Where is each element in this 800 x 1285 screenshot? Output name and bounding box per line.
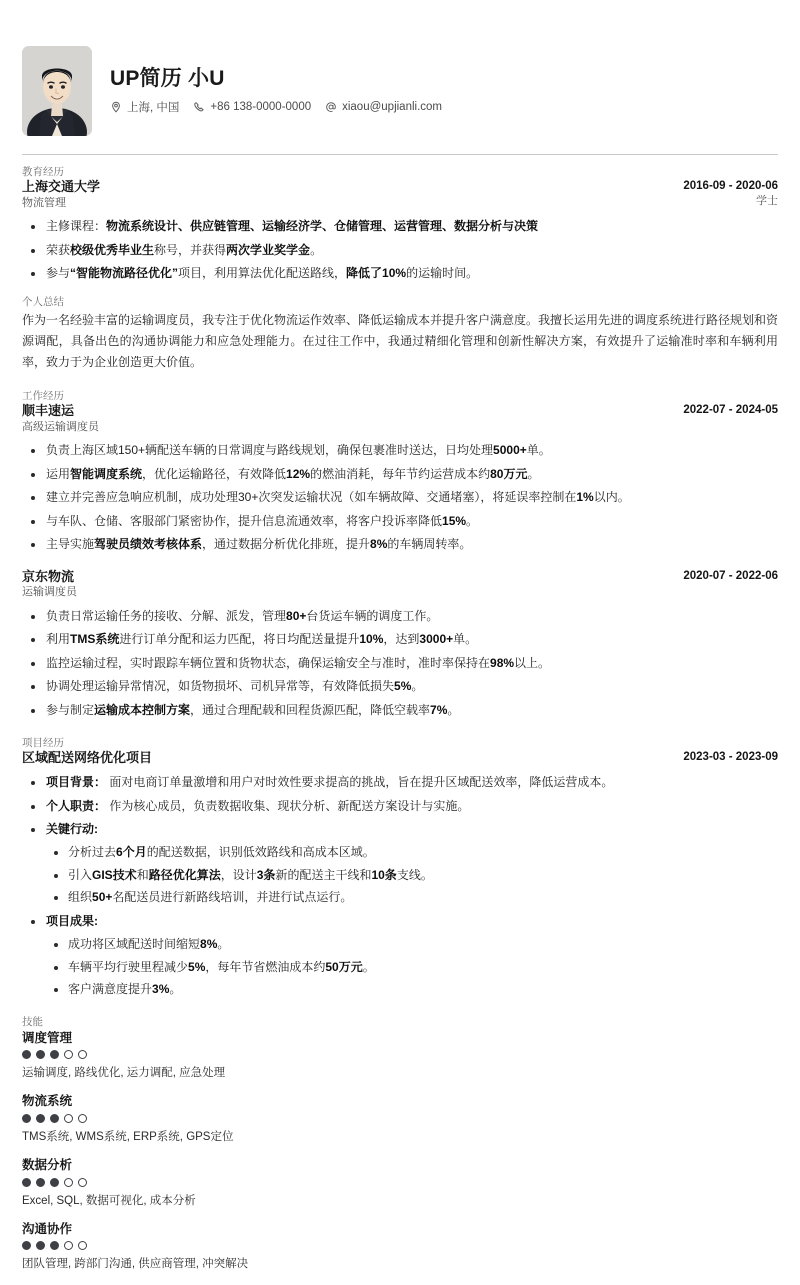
phone-icon [193, 101, 205, 113]
person-name: UP简历 小U [110, 66, 225, 90]
work-entry [22, 403, 778, 554]
emphasis: “智能物流路径优化” [70, 266, 179, 281]
emphasis: 驾驶员绩效考核体系 [94, 537, 203, 552]
header-divider [22, 154, 778, 155]
emphasis: TMS系统 [70, 632, 120, 647]
section-title-skills: 技能 [22, 1016, 43, 1029]
emphasis: 物流系统设计、供应链管理、运输经济学、仓储管理、运营管理、数据分析与决策 [106, 219, 539, 234]
skill-dot-empty [78, 1050, 87, 1059]
education-dates: 2016-09 - 2020-06 [683, 180, 778, 193]
bullet-item: 协调处理运输异常情况，如货物损坏、司机异常等，有效降低损失5%。 [22, 677, 778, 696]
bullet-item: 个人职责： 作为核心成员，负责数据收集、现状分析、新配送方案设计与实施。 [22, 797, 778, 816]
emphasis: 12% [286, 466, 311, 481]
work-company: 京东物流 [22, 568, 75, 584]
skill-tags: Excel, SQL, 数据可视化, 成本分析 [22, 1194, 196, 1207]
resume-header [22, 46, 778, 154]
skill-name: 调度管理 [22, 1030, 73, 1045]
emphasis: 3000+ [419, 632, 454, 647]
emphasis: 7% [430, 702, 448, 717]
emphasis: 运输成本控制方案 [94, 702, 191, 717]
section-projects [22, 736, 778, 999]
emphasis: 80万元 [490, 466, 528, 481]
project-entry [22, 750, 778, 999]
section-title-summary: 个人总结 [22, 295, 64, 308]
bullet-item: 负责上海区域150+辆配送车辆的日常调度与路线规划，确保包裹准时送达，日均处理5000+单。 [22, 441, 778, 460]
work-dates: 2022-07 - 2024-05 [683, 404, 778, 417]
emphasis: 10% [359, 632, 384, 647]
skill-dot-filled [36, 1050, 45, 1059]
project-title: 区域配送网络优化项目 [22, 750, 153, 766]
sub-bullet-item: 客户满意度提升3%。 [46, 980, 778, 999]
skill-dot-filled [22, 1114, 31, 1123]
skill-dot-filled [22, 1050, 31, 1059]
emphasis: 15% [442, 513, 467, 528]
skill-tags: TMS系统, WMS系统, ERP系统, GPS定位 [22, 1130, 234, 1143]
section-title-projects: 项目经历 [22, 737, 64, 750]
bullet-item: 利用TMS系统进行订单分配和运力匹配，将日均配送量提升10%，达到3000+单。 [22, 630, 778, 649]
skill-name: 沟通协作 [22, 1221, 73, 1236]
identity-block [110, 67, 442, 115]
work-role: 运输调度员 [22, 586, 77, 599]
emphasis: 10条 [371, 867, 397, 882]
emphasis: 98% [490, 655, 515, 670]
section-summary [22, 295, 778, 373]
skill-dot-filled [22, 1241, 31, 1250]
bullet-item: 建立并完善应急响应机制，成功处理30+次突发运输状况（如车辆故障、交通堵塞），将延误率控制在1%以内。 [22, 488, 778, 507]
skill-level-dots [22, 1050, 778, 1059]
skill-dot-filled [50, 1114, 59, 1123]
project-bullets [22, 773, 778, 999]
emphasis: 5% [188, 959, 206, 974]
sub-bullets [46, 935, 778, 999]
summary-text: 作为一名经验丰富的运输调度员，我专注于优化物流运作效率、降低运输成本并提升客户满意度。我擅长运用先进的调度系统进行路径规划和资源调配，具备出色的沟通协调能力和应急处理能力。在过往工作中，我通过精细化管理和创新性解决方案，有效提升了运输准时率和车辆利用率，致力于为企业创造更大价值。 [22, 312, 779, 369]
emphasis: 关键行动: [46, 821, 98, 836]
project-dates: 2023-03 - 2023-09 [683, 751, 778, 764]
skill-level-dots [22, 1114, 778, 1123]
emphasis: 1% [576, 490, 594, 505]
emphasis: 8% [200, 937, 218, 952]
skill-dot-filled [36, 1178, 45, 1187]
bullet-item: 参与“智能物流路径优化”项目，利用算法优化配送路线，降低了10%的运输时间。 [22, 264, 778, 283]
skill-block [22, 1093, 778, 1146]
skill-dot-filled [36, 1241, 45, 1250]
emphasis: 两次学业奖学金 [226, 242, 311, 257]
work-company: 顺丰速运 [22, 403, 75, 419]
emphasis: 项目成果: [46, 913, 98, 928]
skill-dot-filled [50, 1241, 59, 1250]
emphasis: 智能调度系统 [70, 466, 143, 481]
bullet-item [22, 820, 778, 908]
sub-bullet-item: 组织50+名配送员进行新路线培训，并进行试点运行。 [46, 888, 778, 907]
emphasis: 5000+ [493, 443, 527, 458]
bullet-item: 主导实施驾驶员绩效考核体系，通过数据分析优化排班，提升8%的车辆周转率。 [22, 535, 778, 554]
work-bullets [22, 441, 778, 554]
contact-location-text: 上海, 中国 [127, 102, 180, 115]
bullet-item: 负责日常运输任务的接收、分解、派发，管理80+台货运车辆的调度工作。 [22, 607, 778, 626]
emphasis: 50+ [92, 890, 113, 905]
bullet-item: 参与制定运输成本控制方案，通过合理配载和回程货源匹配，降低空载率7%。 [22, 701, 778, 720]
skill-level-dots [22, 1178, 778, 1187]
work-entries [22, 403, 778, 720]
bullet-item: 运用智能调度系统，优化运输路径，有效降低12%的燃油消耗，每年节约运营成本约80万元。 [22, 465, 778, 484]
contact-phone-text: +86 138-0000-0000 [210, 101, 312, 114]
contact-email [325, 101, 442, 113]
skill-block [22, 1030, 778, 1083]
education-school: 上海交通大学 [22, 179, 101, 195]
emphasis: 8% [370, 537, 388, 552]
location-pin-icon [110, 101, 122, 113]
emphasis: 6个月 [116, 845, 147, 860]
emphasis: 5% [394, 679, 412, 694]
bullet-item: 与车队、仓储、客服部门紧密协作，提升信息流通效率，将客户投诉率降低15%。 [22, 512, 778, 531]
contact-email-text: xiaou@upjianli.com [342, 101, 442, 114]
skill-level-dots [22, 1241, 778, 1250]
contact-list [110, 99, 442, 115]
skill-list [22, 1030, 778, 1274]
work-bullets [22, 607, 778, 720]
bullet-item: 荣获校级优秀毕业生称号，并获得两次学业奖学金。 [22, 241, 778, 260]
sub-bullets [46, 843, 778, 907]
sub-bullet-item: 车辆平均行驶里程减少5%，每年节省燃油成本约50万元。 [46, 958, 778, 977]
bullet-item: 项目背景： 面对电商订单量激增和用户对时效性要求提高的挑战，旨在提升区域配送效率，降低运营成本。 [22, 773, 778, 792]
skill-dot-empty [64, 1241, 73, 1250]
avatar [22, 46, 92, 136]
education-bullets [22, 217, 778, 283]
section-title-work: 工作经历 [22, 389, 64, 402]
skill-name: 物流系统 [22, 1094, 73, 1109]
project-entries [22, 750, 778, 999]
skill-dot-empty [64, 1114, 73, 1123]
emphasis: 3条 [256, 867, 276, 882]
skill-tags: 团队管理, 跨部门沟通, 供应商管理, 冲突解决 [22, 1258, 249, 1271]
work-dates: 2020-07 - 2022-06 [683, 569, 778, 582]
skill-dot-filled [50, 1178, 59, 1187]
emphasis: 降低了10% [346, 266, 407, 281]
skill-name: 数据分析 [22, 1158, 73, 1173]
emphasis: 3% [152, 982, 170, 997]
bullet-item: 主修课程：物流系统设计、供应链管理、运输经济学、仓储管理、运营管理、数据分析与决策 [22, 217, 778, 236]
contact-location [110, 99, 179, 115]
sub-bullet-item: 成功将区域配送时间缩短8%。 [46, 935, 778, 954]
skill-block [22, 1221, 778, 1274]
section-skills [22, 1015, 778, 1273]
sub-bullet-item: 分析过去6个月的配送数据，识别低效路线和高成本区域。 [46, 843, 778, 862]
skill-tags: 运输调度, 路线优化, 运力调配, 应急处理 [22, 1067, 226, 1080]
sub-bullet-item: 引入GIS技术和路径优化算法，设计3条新的配送主干线和10条支线。 [46, 866, 778, 885]
at-email-icon [325, 101, 337, 113]
emphasis: 个人职责： [46, 798, 107, 813]
education-degree: 学士 [756, 195, 778, 208]
skill-dot-empty [64, 1050, 73, 1059]
section-title-education: 教育经历 [22, 166, 64, 178]
skill-dot-filled [50, 1050, 59, 1059]
skill-dot-empty [78, 1114, 87, 1123]
work-entry [22, 569, 778, 720]
section-education [22, 165, 778, 284]
emphasis: 路径优化算法 [148, 867, 221, 882]
contact-phone [193, 101, 311, 113]
bullet-item: 监控运输过程，实时跟踪车辆位置和货物状态，确保运输安全与准时，准时率保持在98%以上。 [22, 654, 778, 673]
education-entry [22, 179, 778, 284]
skill-dot-filled [36, 1114, 45, 1123]
emphasis: 50万元 [325, 959, 363, 974]
skill-dot-empty [78, 1178, 87, 1187]
emphasis: 项目背景： [46, 775, 107, 790]
section-work [22, 389, 778, 720]
emphasis: 校级优秀毕业生 [70, 242, 155, 257]
emphasis: GIS技术 [92, 867, 137, 882]
skill-block [22, 1157, 778, 1210]
work-role: 高级运输调度员 [22, 421, 99, 433]
emphasis: 80+ [286, 608, 307, 623]
skill-dot-filled [22, 1178, 31, 1187]
skill-dot-empty [78, 1241, 87, 1250]
education-major: 物流管理 [22, 197, 66, 210]
bullet-item [22, 912, 778, 1000]
skill-dot-empty [64, 1178, 73, 1187]
